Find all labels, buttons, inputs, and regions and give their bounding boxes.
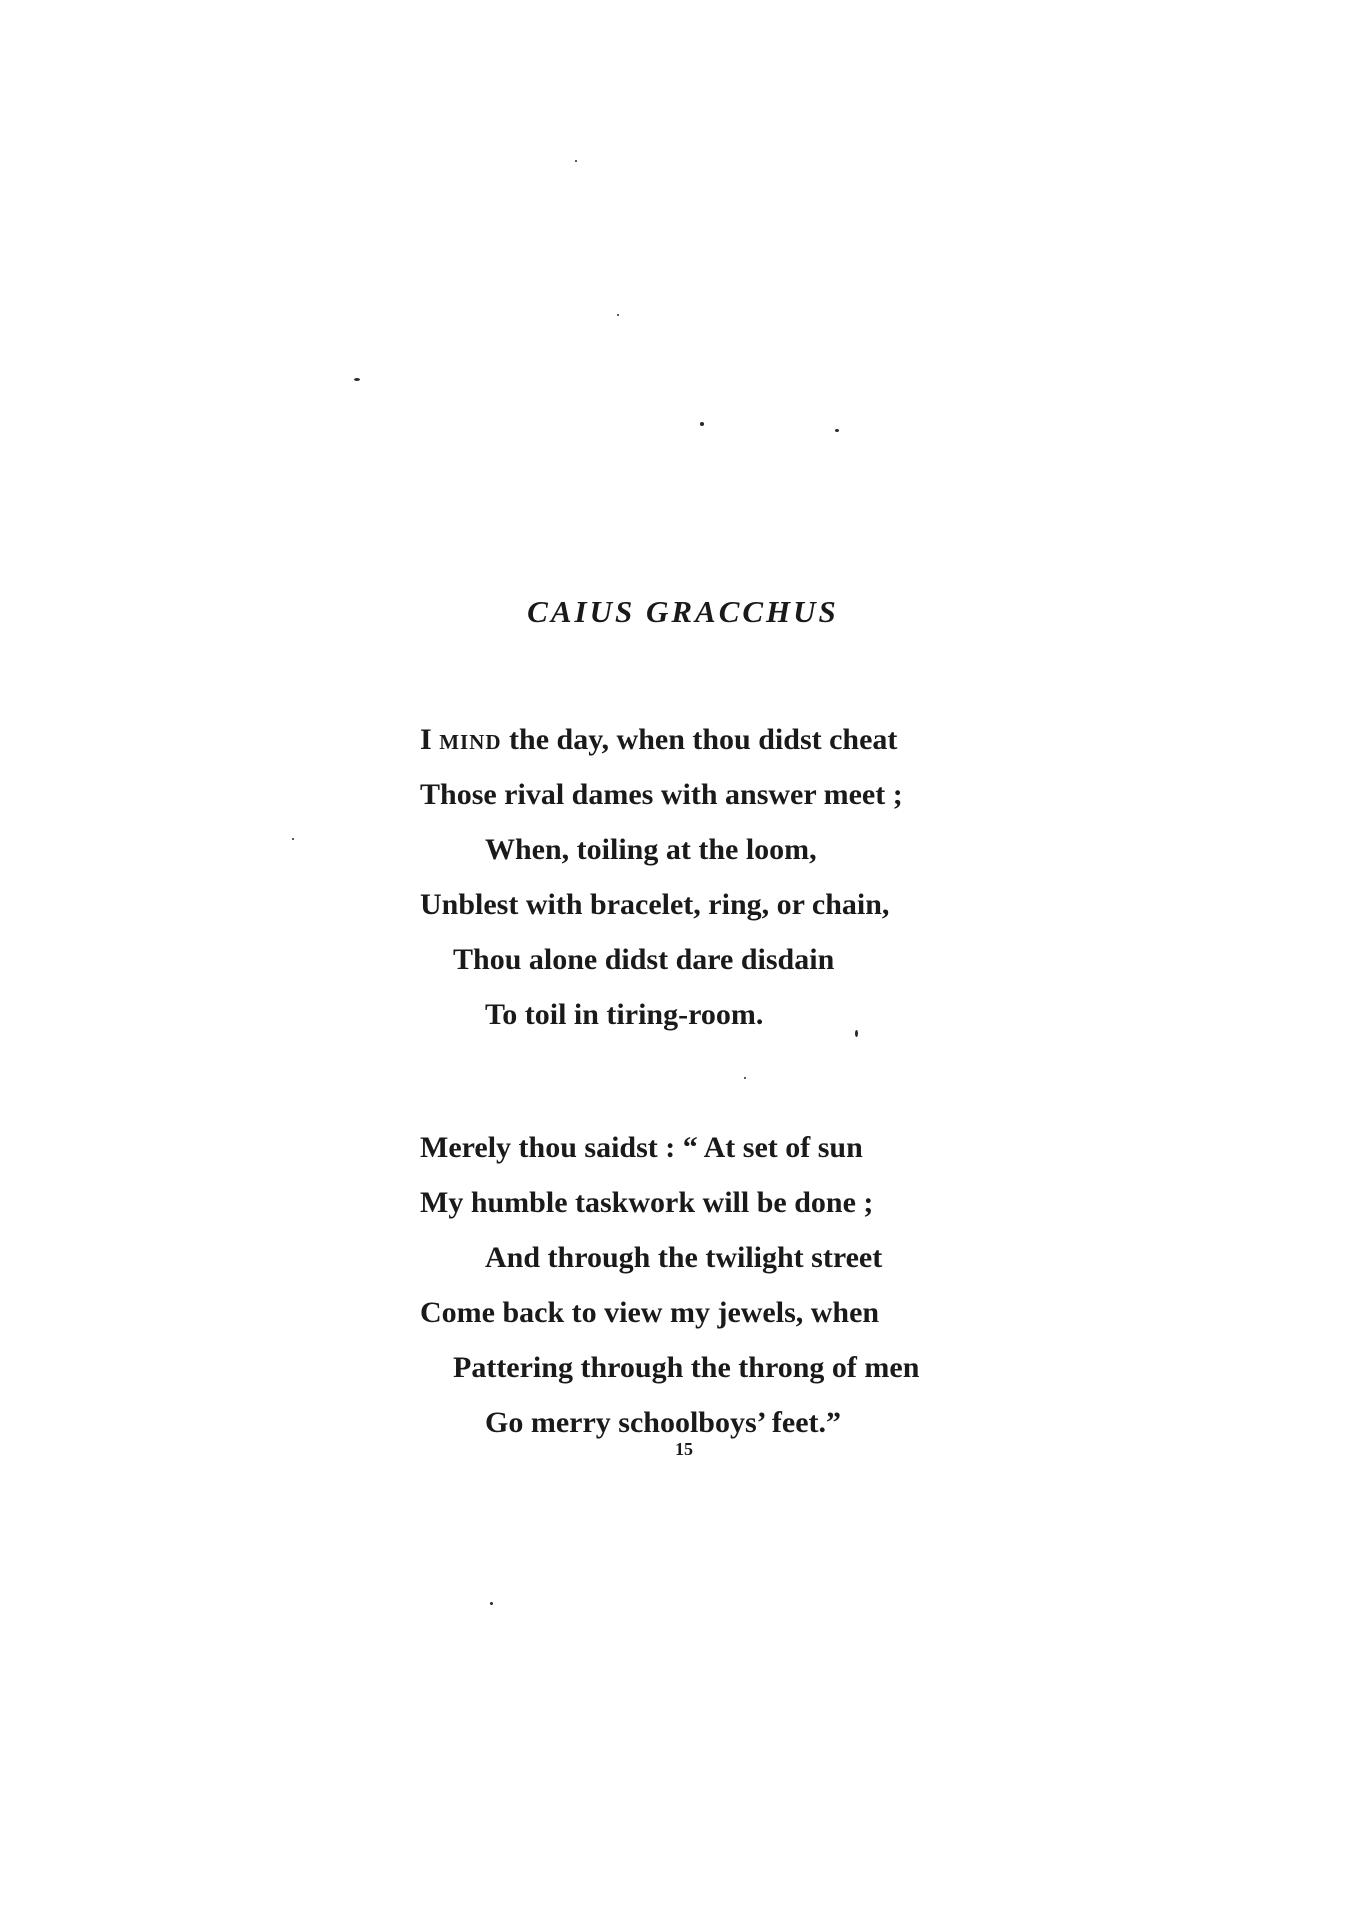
scan-speck xyxy=(617,314,619,316)
poem-line: When, toiling at the loom, xyxy=(485,833,817,866)
stanza-2 xyxy=(420,1120,1120,1450)
poem-line: Thou alone didst dare disdain xyxy=(453,943,835,976)
poem-line: Unblest with bracelet, ring, or chain, xyxy=(420,888,890,921)
page-number: 15 xyxy=(675,1439,693,1459)
poem-line: My humble taskwork will be done ; xyxy=(420,1186,874,1219)
scan-speck xyxy=(744,1077,746,1079)
line-smallcaps: mind xyxy=(439,723,502,756)
scan-speck xyxy=(575,160,577,162)
stanza-1 xyxy=(420,712,1120,1042)
poem-line: And through the twilight street xyxy=(485,1241,883,1274)
scan-speck xyxy=(354,378,360,381)
poem-line: Come back to view my jewels, when xyxy=(420,1296,880,1329)
line-text: the day, when thou didst cheat xyxy=(501,723,898,756)
poem-line: To toil in tiring-room. xyxy=(485,998,764,1031)
poem-line: Merely thou saidst : “ At set of sun xyxy=(420,1131,863,1164)
line-lead: I xyxy=(420,723,440,756)
poem-title: CAIUS GRACCHUS xyxy=(527,594,839,629)
scan-speck xyxy=(835,429,839,432)
scan-speck xyxy=(292,838,294,840)
poem-line: Those rival dames with answer meet ; xyxy=(420,778,903,811)
scan-speck xyxy=(490,1602,493,1605)
poem-line xyxy=(420,712,1120,767)
poem-line: Go merry schoolboys’ feet.” xyxy=(485,1406,842,1439)
scan-speck xyxy=(700,422,704,426)
poem-line: Pattering through the throng of men xyxy=(453,1351,920,1384)
